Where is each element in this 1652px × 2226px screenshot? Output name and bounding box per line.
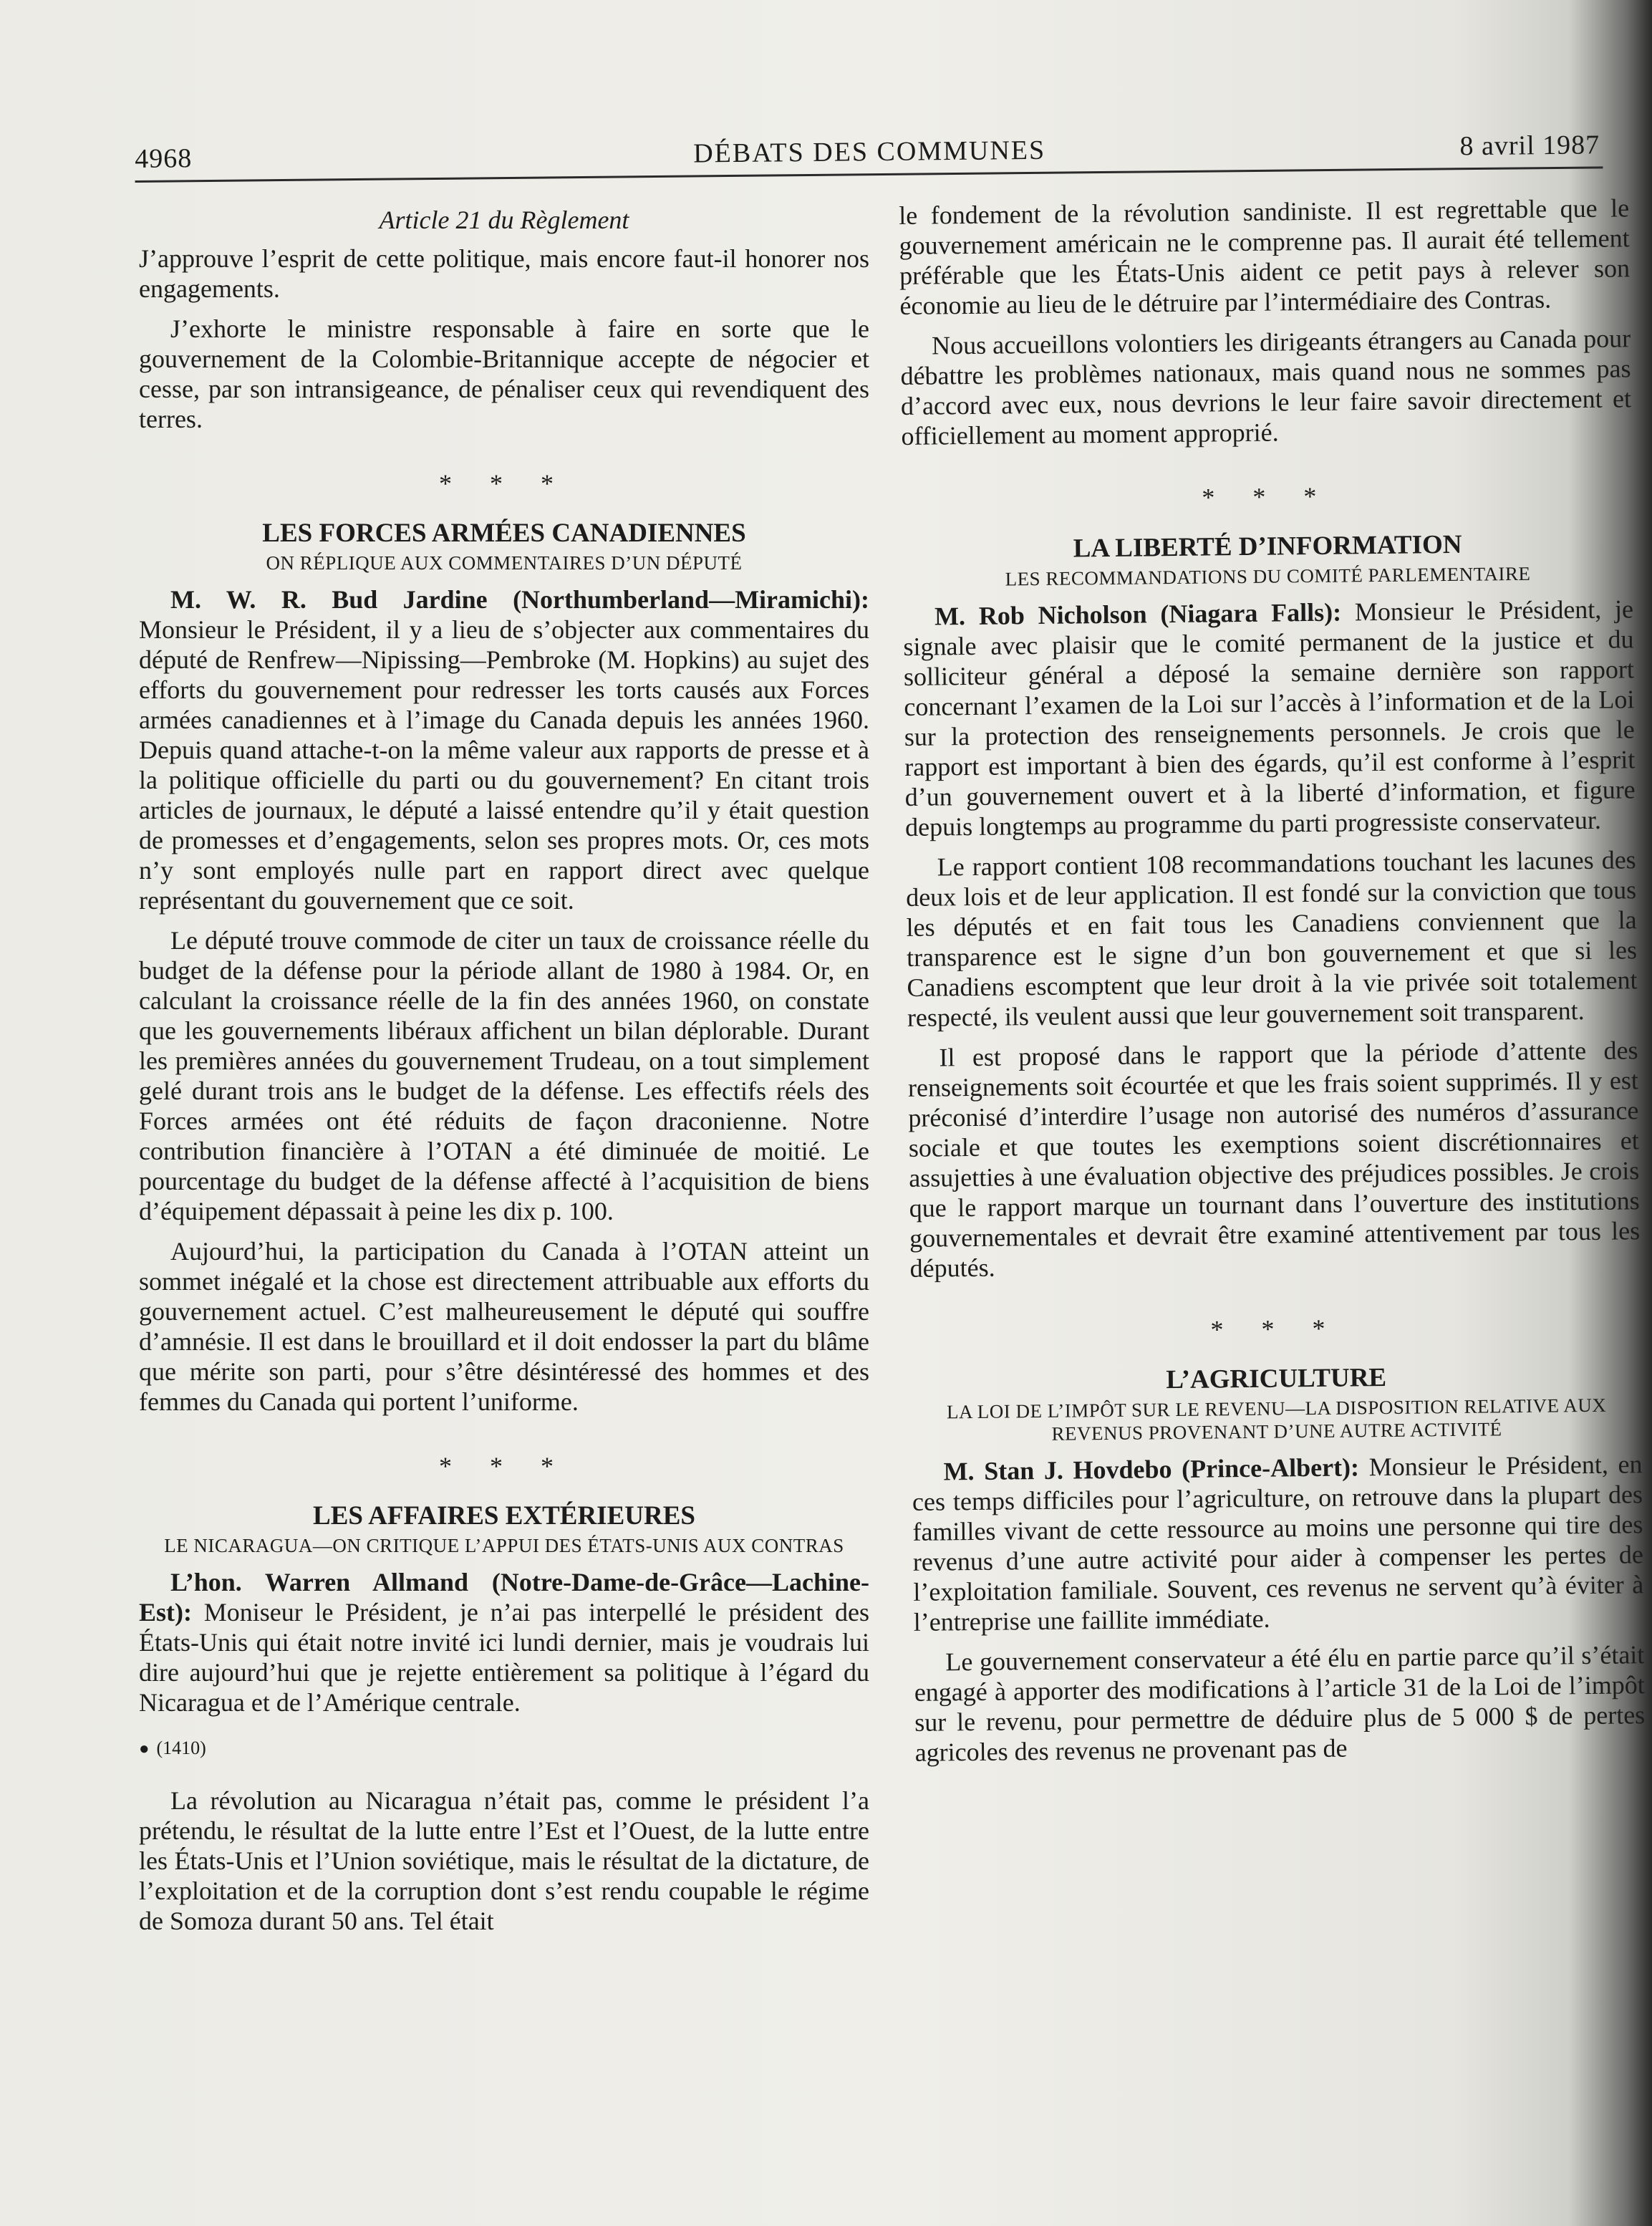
section-separator: * * * [439, 1452, 569, 1480]
speaker-name: M. Rob Nicholson (Niagara Falls): [934, 597, 1342, 631]
paragraph: Le rapport contient 108 recommandations touchant les lacunes des deux lois et de leur application. Il est fondé sur la conviction que tous les députés et en fait tous les Canadiens conviennent que la transparence est le signe d’un bon gouvernement et que si les Canadiens escomptent que leur droit à la vie privée soit totalement respecté, ils veulent aussi que leur gouvernement soit transparent. [905, 845, 1638, 1032]
speech-text: Moniseur le Président, je n’ai pas interpellé le président des États-Unis qui était notre invité ici lundi dernier, mais je voudrais lui dire aujourd’hui que je rejette entièrement sa politique à l’égard du Nicaragua et de l’Amérique centrale. [139, 1598, 870, 1717]
section-subtitle: LE NICARAGUA—ON CRITIQUE L’APPUI DES ÉTATS-UNIS AUX CONTRAS [164, 1535, 844, 1556]
page-number: 4968 [135, 143, 193, 174]
running-header [135, 126, 1603, 183]
section-subtitle: ON RÉPLIQUE AUX COMMENTAIRES D’UN DÉPUTÉ [266, 552, 743, 574]
publication-title: DÉBATS DES COMMUNES [693, 135, 1046, 169]
speech-paragraph [912, 1449, 1644, 1637]
speaker-name: M. Stan J. Hovdebo (Prince-Albert): [943, 1452, 1360, 1486]
paragraph: Le député trouve commode de citer un taux de croissance réelle du budget de la défense pour la période allant de 1980 à 1984. Or, en calculant la croissance réelle de la fin des années 1960, on constate que les gouvernements libéraux affichent un bilan déplorable. Durant les premières années du gouvernement Trudeau, on a tout simplement gelé durant trois ans le budget de la défense. Les effectifs réels des Forces armées ont été réduits de façon draconienne. Notre contribution financière à l’OTAN a été diminuée de moitié. Le pourcentage du budget de la défense affecté à l’acquisition de biens d’équipement dépassait à peine les dix p. 100. [139, 926, 869, 1225]
section-title: LA LIBERTÉ D’INFORMATION [1073, 529, 1462, 564]
paragraph: le fondement de la révolution sandiniste. Il est regrettable que le gouvernement américain ne le comprenne pas. Il aurait été tellement préférable que les États-Unis aident ce petit pays à relever son économie au lieu de le détruire par l’intermédiaire des Contras. [899, 193, 1631, 320]
speaker-name: L’hon. Warren Allmand (Notre-Dame-de-Grâce—Lachine-Est): [139, 1568, 869, 1627]
left-column [139, 201, 869, 1946]
section-separator: * * * [1202, 481, 1333, 512]
paragraph: Le gouvernement conservateur a été élu en partie parce qu’il s’était engagé à apporter des modifications à l’article 31 de la Loi de l’impôt sur le revenu, pour permettre de déduire plus de 5 000 $ de pertes agricoles des revenus ne provenant pas de [914, 1640, 1646, 1767]
section-subtitle: LA LOI DE L’IMPÔT SUR LE REVENU—LA DISPOSITION RELATIVE AUX REVENUS PROVENANT D’UNE AUTRE ACTIVITÉ [946, 1394, 1607, 1445]
paragraph: Nous accueillons volontiers les dirigeants étrangers au Canada pour débattre les problèmes nationaux, mais quand nous ne sommes pas d’accord avec eux, nous devrions le leur faire savoir directement et officiellement au moment approprié. [900, 324, 1632, 450]
speaker-name: M. W. R. Bud Jardine (Northumberland—Miramichi): [170, 585, 869, 614]
bullet-icon: ● [139, 1740, 150, 1758]
section-separator: * * * [439, 469, 569, 498]
speech-text: Monsieur le Président, il y a lieu de s’objecter aux commentaires du député de Renfrew—Nipissing—Pembroke (M. Hopkins) au sujet des efforts du gouvernement pour redresser les torts causés aux Forces armées canadiennes et à l’image du Canada depuis les années 1960. Depuis quand attache-t-on la même valeur aux rapports de presse et à la politique officielle du parti ou du gouvernement? En citant trois articles de journaux, le député a laissé entendre qu’il y était question de promesses et d’engagements, selon ses propres mots. Or, ces mots n’y sont employés nulle part en rapport direct avec quelque représentant du gouvernement que ce soit. [139, 615, 869, 915]
section-subtitle: LES RECOMMANDATIONS DU COMITÉ PARLEMENTAIRE [1005, 562, 1531, 590]
speech-paragraph [139, 584, 869, 915]
right-column [899, 193, 1646, 1778]
section-separator: * * * [1210, 1314, 1341, 1344]
speech-paragraph [903, 594, 1636, 842]
section-title: LES AFFAIRES EXTÉRIEURES [313, 1501, 695, 1531]
paragraph: Aujourd’hui, la participation du Canada à l’OTAN atteint un sommet inégalé et la chose est directement attribuable aux efforts du gouvernement actuel. C’est malheureusement le député qui souffre d’amnésie. Il est dans le brouillard et il doit endosser la part du blâme que mérite son parti, pour s’être désintéressé des hommes et des femmes du Canada qui portent l’uniforme. [139, 1237, 869, 1416]
speech-paragraph [139, 1567, 869, 1717]
time-stamp: (1410) [156, 1738, 206, 1758]
section-title: LES FORCES ARMÉES CANADIENNES [262, 519, 746, 548]
publication-date: 8 avril 1987 [1459, 130, 1600, 162]
speech-text: Monsieur le Président, en ces temps difficiles pour l’agriculture, on retrouve dans la plupart des familles vivant de cette ressource au moins une personne qui tire des revenus d’une autre activité pour aider à compenser les pertes de l’exploitation familiale. Souvent, ces revenus ne servent qu’à éviter à l’entreprise une faillite immédiate. [912, 1450, 1644, 1637]
paragraph: La révolution au Nicaragua n’était pas, comme le président l’a prétendu, le résultat de la lutte entre l’Est et l’Ouest, de la lutte entre les États-Unis et l’Union soviétique, mais le résultat de la dictature, de l’exploitation et de la corruption dont s’est rendu coupable le régime de Somoza durant 50 ans. Tel était [139, 1786, 869, 1935]
time-marker [139, 1733, 869, 1764]
article-heading: Article 21 du Règlement [379, 206, 629, 234]
paragraph: Il est proposé dans le rapport que la période d’attente des renseignements soit écourtée et que les frais soient supprimés. Il y est préconisé d’interdire l’usage non autorisé des numéros d’assurance sociale et que toutes les exemptions soient discrétionnaires et assujetties à une évaluation objective des préjudices possibles. Je crois que le rapport marque un tournant dans l’ouverture des institutions gouvernementales et devrait être examiné attentivement par tous les députés. [907, 1036, 1641, 1283]
paragraph: J’exhorte le ministre responsable à faire en sorte que le gouvernement de la Colombie-Britannique accepte de négocier et cesse, par son intransigeance, de pénaliser ceux qui revendiquent des terres. [139, 314, 869, 433]
speech-text: Monsieur le Président, je signale avec plaisir que le comité permanent de la justice et du solliciteur général a déposé la semaine dernière son rapport concernant l’examen de la Loi sur l’accès à l’information et de la Loi sur la protection des renseignements personnels. Je crois que le rapport est important à bien des égards, qu’il est conforme à l’esprit d’un gouvernement ouvert et à la liberté d’information, et figure depuis longtemps au programme du parti progressiste conservateur. [903, 594, 1636, 842]
section-title: L’AGRICULTURE [1166, 1362, 1387, 1395]
paragraph: J’approuve l’esprit de cette politique, mais encore faut-il honorer nos engagements. [139, 244, 869, 303]
